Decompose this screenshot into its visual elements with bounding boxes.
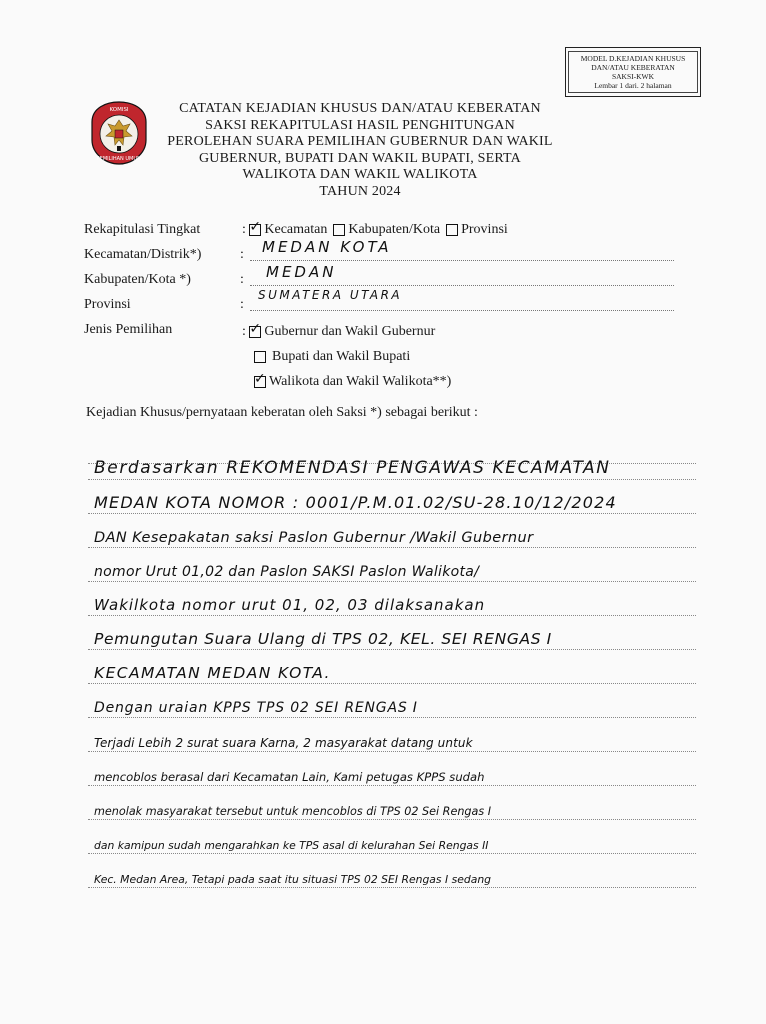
- title-line-5: WALIKOTA DAN WAKIL WALIKOTA: [242, 167, 478, 182]
- checkmark-icon: ✓: [254, 371, 266, 387]
- rekap-label: Rekapitulasi Tingkat: [84, 222, 201, 237]
- statement-line[interactable]: KECAMATAN MEDAN KOTA.: [88, 650, 696, 688]
- rekap-checkbox-provinsi[interactable]: [446, 224, 458, 236]
- jenis-option-walikota: Walikota dan Wakil Walikota**): [269, 374, 452, 389]
- model-box-line-4: Lembar 1 dari. 2 halaman: [594, 81, 672, 90]
- jenis-option-bupati: Bupati dan Wakil Bupati: [272, 349, 411, 364]
- kecamatan-value[interactable]: MEDAN KOTA: [262, 238, 392, 256]
- model-box-line-1: MODEL D.KEJADIAN KHUSUS: [580, 54, 686, 63]
- title-line-4: GUBERNUR, BUPATI DAN WAKIL BUPATI, SERTA: [199, 150, 521, 166]
- kabupaten-value[interactable]: MEDAN: [266, 263, 337, 281]
- kabupaten-line: [250, 285, 674, 286]
- checkmark-icon: ✓: [249, 321, 262, 337]
- title-line-3: PEROLEHAN SUARA PEMILIHAN GUBERNUR DAN WAKIL: [167, 134, 553, 149]
- statement-line[interactable]: Wakilkota nomor urut 01, 02, 03 dilaksanakan: [88, 582, 696, 620]
- rekap-option-kabupaten: Kabupaten/Kota: [348, 222, 441, 237]
- rekap-option-provinsi: Provinsi: [461, 222, 508, 237]
- provinsi-line: [250, 310, 674, 311]
- rekap-checkbox-kecamatan[interactable]: [249, 219, 262, 236]
- jenis-option-row-3: [254, 371, 452, 390]
- statement-line[interactable]: nomor Urut 01,02 dan Paslon SAKSI Paslon Walikota/: [88, 548, 696, 586]
- kpu-logo-icon: [88, 100, 150, 166]
- kpu-logo: [88, 100, 150, 166]
- title-line-6: TAHUN 2024: [319, 183, 401, 199]
- statement-line[interactable]: Terjadi Lebih 2 surat suara Karna, 2 masyarakat datang untuk: [88, 718, 696, 756]
- kabupaten-label: Kabupaten/Kota *): [84, 272, 191, 287]
- form-model-box: [565, 47, 701, 97]
- statement-line[interactable]: dan kamipun sudah mengarahkan ke TPS asal di kelurahan Sei Rengas II: [88, 820, 696, 858]
- jenis-checkbox-bupati[interactable]: [254, 351, 266, 363]
- statement-line[interactable]: Berdasarkan REKOMENDASI PENGAWAS KECAMATAN: [88, 446, 696, 484]
- logo-top-text: KOMISI: [109, 107, 129, 113]
- kecamatan-line: [250, 260, 674, 261]
- statement-line[interactable]: mencoblos berasal dari Kecamatan Lain, Kami petugas KPPS sudah: [88, 752, 696, 790]
- jenis-checkbox-gubernur[interactable]: [249, 321, 262, 338]
- statement-label: Kejadian Khusus/pernyataan keberatan oleh Saksi *) sebagai berikut :: [86, 405, 478, 420]
- statement-line[interactable]: Pemungutan Suara Ulang di TPS 02, KEL. SEI RENGAS I: [88, 616, 696, 654]
- checkmark-icon: ✓: [249, 219, 262, 235]
- jenis-option-row-1: : ✓ Gubernur dan Wakil Gubernur: [242, 321, 436, 339]
- logo-side-text: PEMILIHAN UMUM: [96, 156, 142, 162]
- title-line-2: SAKSI REKAPITULASI HASIL PENGHITUNGAN: [205, 117, 515, 133]
- statement-line[interactable]: menolak masyarakat tersebut untuk mencoblos di TPS 02 Sei Rengas I: [88, 786, 696, 824]
- rekap-checkbox-kabupaten[interactable]: [333, 224, 345, 236]
- provinsi-value[interactable]: SUMATERA UTARA: [258, 288, 403, 302]
- jenis-label: Jenis Pemilihan: [84, 322, 173, 337]
- statement-line[interactable]: Kec. Medan Area, Tetapi pada saat itu situasi TPS 02 SEI Rengas I sedang: [88, 854, 696, 892]
- page-title: [150, 101, 570, 200]
- statement-line[interactable]: Dengan uraian KPPS TPS 02 SEI RENGAS I: [88, 684, 696, 722]
- jenis-option-gubernur: Gubernur dan Wakil Gubernur: [264, 324, 436, 339]
- form-page: MODEL D.KEJADIAN KHUSUS DAN/ATAU KEBERATAN SAKSI-KWK Lembar 1 dari. 2 halaman KOMISI PEMILIHAN UMUM CATATAN KEJADIAN KHUSUS DAN/ATAU KEBERATAN SAKSI REKAPITULASI HASIL PENGHITUNGAN PEROLEHAN SUARA PEMILIHAN GUBERNUR DAN WAKIL GUBERNUR, BUPATI DAN WAKIL BUPATI, SERTA WALIKOTA DAN WAKIL WALIKOTA TAHUN 2024 Rekapitulasi Tingkat : ✓ Kecamatan Kabupaten/Kota Provinsi Kecamatan/Distrik*) : MEDAN KOTA Kabupaten/Kota *) : MEDAN Provinsi : SUMATERA UTARA Jenis Pemilihan : ✓ Gubernur dan Wakil Gubernur Bupati dan Wakil Bupati ✓ Walikota dan Wakil Walikota**) Kejadian Khusus/pernyataan keberatan oleh Saksi *) sebagai berikut : Berdasarkan REKOMENDASI PENGAWAS KECAMATAN MEDAN KOTA NOMOR : 0001/P.M.01.02/SU-28.10/12/2024 DAN Kesepakatan saksi Paslon Gubernur /Wakil Gubernur nomor Urut 01,02 dan Paslon SAKSI Paslon Walikota/ Wakilkota nomor urut 01, 02, 03 dilaksanakan Pemungutan Suara Ulang di TPS 02, KEL. SEI RENGAS I KECAMATAN MEDAN KOTA. Dengan uraian KPPS TPS 02 SEI RENGAS I Terjadi Lebih 2 surat suara Karna, 2 masyarakat datang untuk mencoblos berasal dari Kecamatan Lain, Kami petugas KPPS sudah menolak masyarakat tersebut untuk mencoblos di TPS 02 Sei Rengas I dan kamipun sudah mengarahkan ke TPS asal di kelurahan Sei Rengas II Kec. Medan Area, Tetapi pada saat itu situasi TPS 02 SEI Rengas I sedang: [0, 0, 766, 1024]
- jenis-option-row-2: [254, 349, 410, 365]
- rekap-option-kecamatan: Kecamatan: [264, 222, 328, 237]
- provinsi-label: Provinsi: [84, 297, 131, 312]
- jenis-checkbox-walikota[interactable]: [254, 371, 266, 388]
- title-line-1: CATATAN KEJADIAN KHUSUS DAN/ATAU KEBERATAN: [179, 101, 541, 116]
- kecamatan-label: Kecamatan/Distrik*): [84, 247, 202, 262]
- rekap-options: : ✓ Kecamatan Kabupaten/Kota Provinsi: [242, 219, 508, 237]
- statement-line[interactable]: MEDAN KOTA NOMOR : 0001/P.M.01.02/SU-28.10/12/2024: [88, 480, 696, 518]
- statement-line[interactable]: DAN Kesepakatan saksi Paslon Gubernur /Wakil Gubernur: [88, 514, 696, 552]
- model-box-line-3: SAKSI-KWK: [611, 72, 655, 81]
- model-box-line-2: DAN/ATAU KEBERATAN: [591, 63, 675, 72]
